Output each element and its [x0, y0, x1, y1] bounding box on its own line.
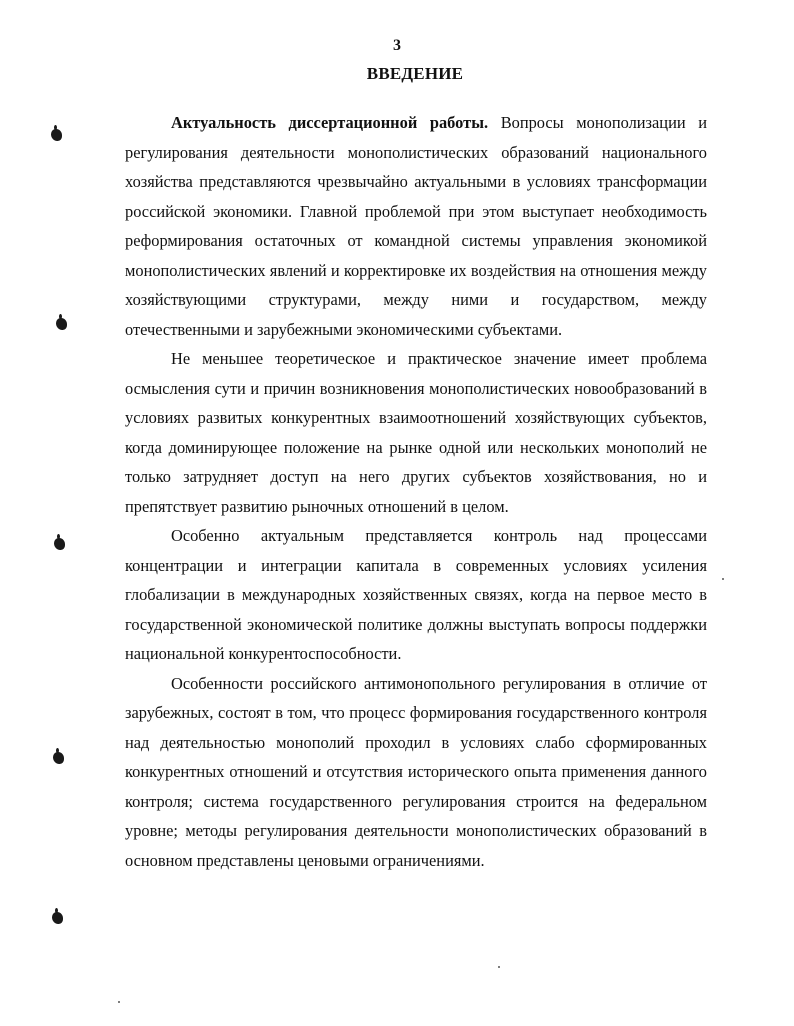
document-body	[125, 108, 707, 875]
paragraph-text: Вопросы монополизации и регулирования деятельности монополистических образований национального хозяйства представляются чрезвычайно актуальными в условиях трансформации российской экономики. Главной проблемой при этом выступает необходимость реформирования остаточных от командной системы управления экономикой монополистических явлений и корректировке их воздействия на отношения между хозяйствующими структурами, между ними и государством, между отечественными и зарубежными экономическими субъектами.	[125, 113, 707, 339]
paragraph-theory: Не меньшее теоретическое и практическое значение имеет проблема осмысления сути и причин возникновения монополистических новообразований в условиях развитых конкурентных взаимоотношений хозяйствующих субъектов, когда доминирующее положение на рынке одной или нескольких монополий не только затрудняет доступ на него других субъектов хозяйствования, но и препятствует развитию рыночных отношений в целом.	[125, 349, 707, 516]
scan-speck	[722, 578, 724, 580]
paragraph-relevance	[125, 108, 707, 344]
scan-speck	[118, 1001, 120, 1003]
binding-hole-mark	[53, 752, 64, 764]
binding-hole-mark	[52, 912, 63, 924]
paragraph-russian-regulation: Особенности российского антимонопольного регулирования в отличие от зарубежных, состоят в том, что процесс формирования государственного контроля над деятельностью монополий проходил в условиях слабо сформированных конкурентных отношений и отсутствия исторического опыта применения данного контроля; система государственного регулирования строится на федеральном уровне; методы регулирования деятельности монополистических образований в основном представлены ценовыми ограничениями.	[125, 673, 707, 870]
paragraph-lead: Актуальность диссертационной работы.	[171, 113, 489, 132]
binding-hole-mark	[51, 129, 62, 141]
page-number: 3	[393, 37, 401, 54]
scan-speck	[498, 966, 500, 968]
page-title: ВВЕДЕНИЕ	[366, 64, 464, 83]
binding-hole-mark	[56, 318, 67, 330]
paragraph-control: Особенно актуальным представляется контроль над процессами концентрации и интеграции капитала в современных условиях усиления глобализации в международных хозяйственных связях, когда на первое место в государственной экономической политике должны выступать вопросы поддержки национальной конкурентоспособности.	[125, 526, 707, 663]
binding-hole-mark	[54, 538, 65, 550]
